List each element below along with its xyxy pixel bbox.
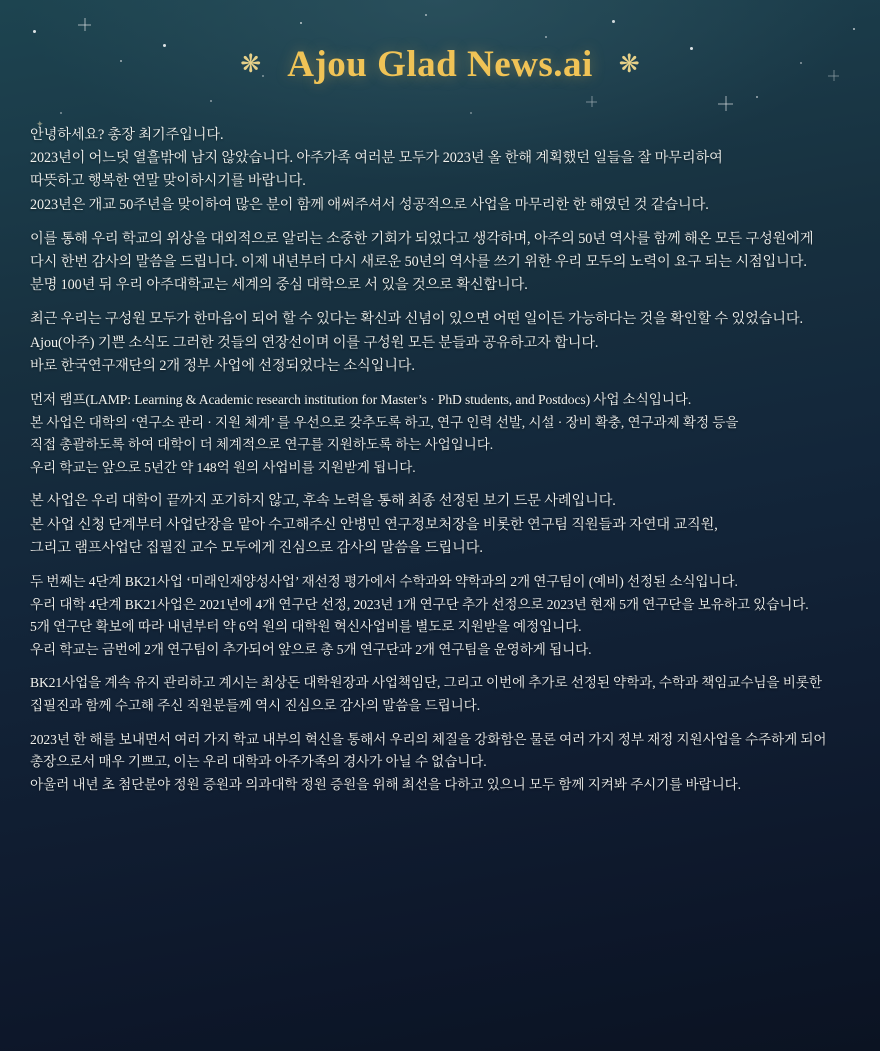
text-line: 2023년이 어느덧 열흘밖에 남지 않았습니다. 아주가족 여러분 모두가 2023년 올 한해 계획했던 일들을 잘 마무리하여	[30, 150, 723, 167]
text-line: 안녕하세요? 총장 최기주입니다.	[30, 127, 224, 143]
paragraph-fifty-years	[30, 232, 852, 293]
text-line: 2023년은 개교 50주년을 맞이하여 많은 분이 함께 애써주셔서 성공적으로 사업을 마무리한 한 해였던 것 같습니다.	[30, 196, 709, 213]
text-line: 아울러 내년 초 첨단분야 정원 증원과 의과대학 정원 증원을 위해 최선을 다하고 있으니 모두 함께 지켜봐 주시기를 바랍니다.	[30, 776, 741, 792]
text-line: 집필진과 함께 수고해 주신 직원분들께 역시 진심으로 감사의 말씀을 드립니다.	[30, 697, 480, 713]
page-header	[0, 0, 880, 128]
text-line: 두 번째는 4단계 BK21사업 ‘미래인재양성사업’ 재선정 평가에서 수학과와 약학과의 2개 연구팀이 (예비) 선정된 소식입니다.	[30, 574, 738, 590]
text-line: 바로 한국연구재단의 2개 정부 사업에 선정되었다는 소식입니다.	[30, 357, 415, 374]
snowflake-right-icon: ❋	[618, 50, 640, 78]
letter-body	[0, 128, 880, 791]
paragraph-lamp-thanks	[30, 494, 852, 555]
text-line: 본 사업은 우리 대학이 끝까지 포기하지 않고, 후속 노력을 통해 최종 선정된 보기 드문 사례입니다.	[30, 493, 616, 510]
text-line: 우리 대학 4단계 BK21사업은 2021년에 4개 연구단 선정, 2023년 1개 연구단 추가 선정으로 2023년 현재 5개 연구단을 보유하고 있습니다.	[30, 596, 809, 612]
text-line: 분명 100년 뒤 우리 아주대학교는 세계의 중심 대학으로 서 있을 것으로 확신합니다.	[30, 277, 528, 294]
paragraph-closing	[30, 733, 852, 792]
text-line: Ajou(아주) 기쁜 소식도 그러한 것들의 연장선이며 이를 구성원 모든 분들과 공유하고자 합니다.	[30, 334, 599, 351]
paragraph-good-news-intro	[30, 312, 852, 373]
text-line: 다시 한번 감사의 말씀을 드립니다. 이제 내년부터 다시 새로운 50년의 역사를 쓰기 위한 우리 모두의 노력이 요구 되는 시점입니다.	[30, 254, 807, 271]
text-line: 본 사업은 대학의 ‘연구소 관리 · 지원 체계’ 를 우선으로 갖추도록 하고, 연구 인력 선발, 시설 · 장비 확충, 연구과제 확정 등을	[30, 414, 739, 430]
paragraph-bk21-thanks	[30, 676, 852, 712]
text-line: 총장으로서 매우 기쁘고, 이는 우리 대학과 아주가족의 경사가 아닐 수 없습니다.	[30, 754, 487, 770]
text-line: 직접 총괄하도록 하여 대학이 더 체계적으로 연구를 지원하도록 하는 사업입니다.	[30, 437, 494, 453]
snowflake-left-icon: ❋	[240, 50, 262, 78]
text-line: 5개 연구단 확보에 따라 내년부터 약 6억 원의 대학원 혁신사업비를 별도로 지원받을 예정입니다.	[30, 619, 582, 635]
text-line: 그리고 램프사업단 집필진 교수 모두에게 진심으로 감사의 말씀을 드립니다.	[30, 539, 483, 556]
text-line: 본 사업 신청 단계부터 사업단장을 맡아 수고해주신 안병민 연구정보처장을 비롯한 연구팀 직원들과 자연대 교직원,	[30, 516, 718, 533]
text-line: 최근 우리는 구성원 모두가 한마음이 되어 할 수 있다는 확신과 신념이 있으면 어떤 일이든 가능하다는 것을 확인할 수 있었습니다.	[30, 311, 803, 328]
text-line: BK21사업을 계속 유지 관리하고 계시는 최상돈 대학원장과 사업책임단, 그리고 이번에 추가로 선정된 약학과, 수학과 책임교수님을 비롯한	[30, 675, 822, 691]
page-title: Ajou Glad News.ai	[287, 43, 593, 85]
paragraph-greeting	[30, 128, 852, 212]
sparkle-icon: ✦	[36, 119, 44, 129]
text-line: 우리 학교는 앞으로 5년간 약 148억 원의 사업비를 지원받게 됩니다.	[30, 459, 416, 475]
text-line: 이를 통해 우리 학교의 위상을 대외적으로 알리는 소중한 기회가 되었다고 생각하며, 아주의 50년 역사를 함께 해온 모든 구성원에게	[30, 230, 814, 247]
text-line: 2023년 한 해를 보내면서 여러 가지 학교 내부의 혁신을 통해서 우리의 체질을 강화함은 물론 여러 가지 정부 재정 지원사업을 수주하게 되어	[30, 731, 827, 747]
text-line: 먼저 램프(LAMP: Learning & Academic research institution for Master’s · PhD students, and Postdocs) 사업 소식입니다.	[30, 392, 692, 408]
text-line: 따뜻하고 행복한 연말 맞이하시기를 바랍니다.	[30, 173, 306, 190]
paragraph-lamp	[30, 393, 852, 474]
text-line: 우리 학교는 금번에 2개 연구팀이 추가되어 앞으로 총 5개 연구단과 2개 연구팀을 운영하게 됩니다.	[30, 641, 592, 657]
paragraph-bk21	[30, 575, 852, 656]
